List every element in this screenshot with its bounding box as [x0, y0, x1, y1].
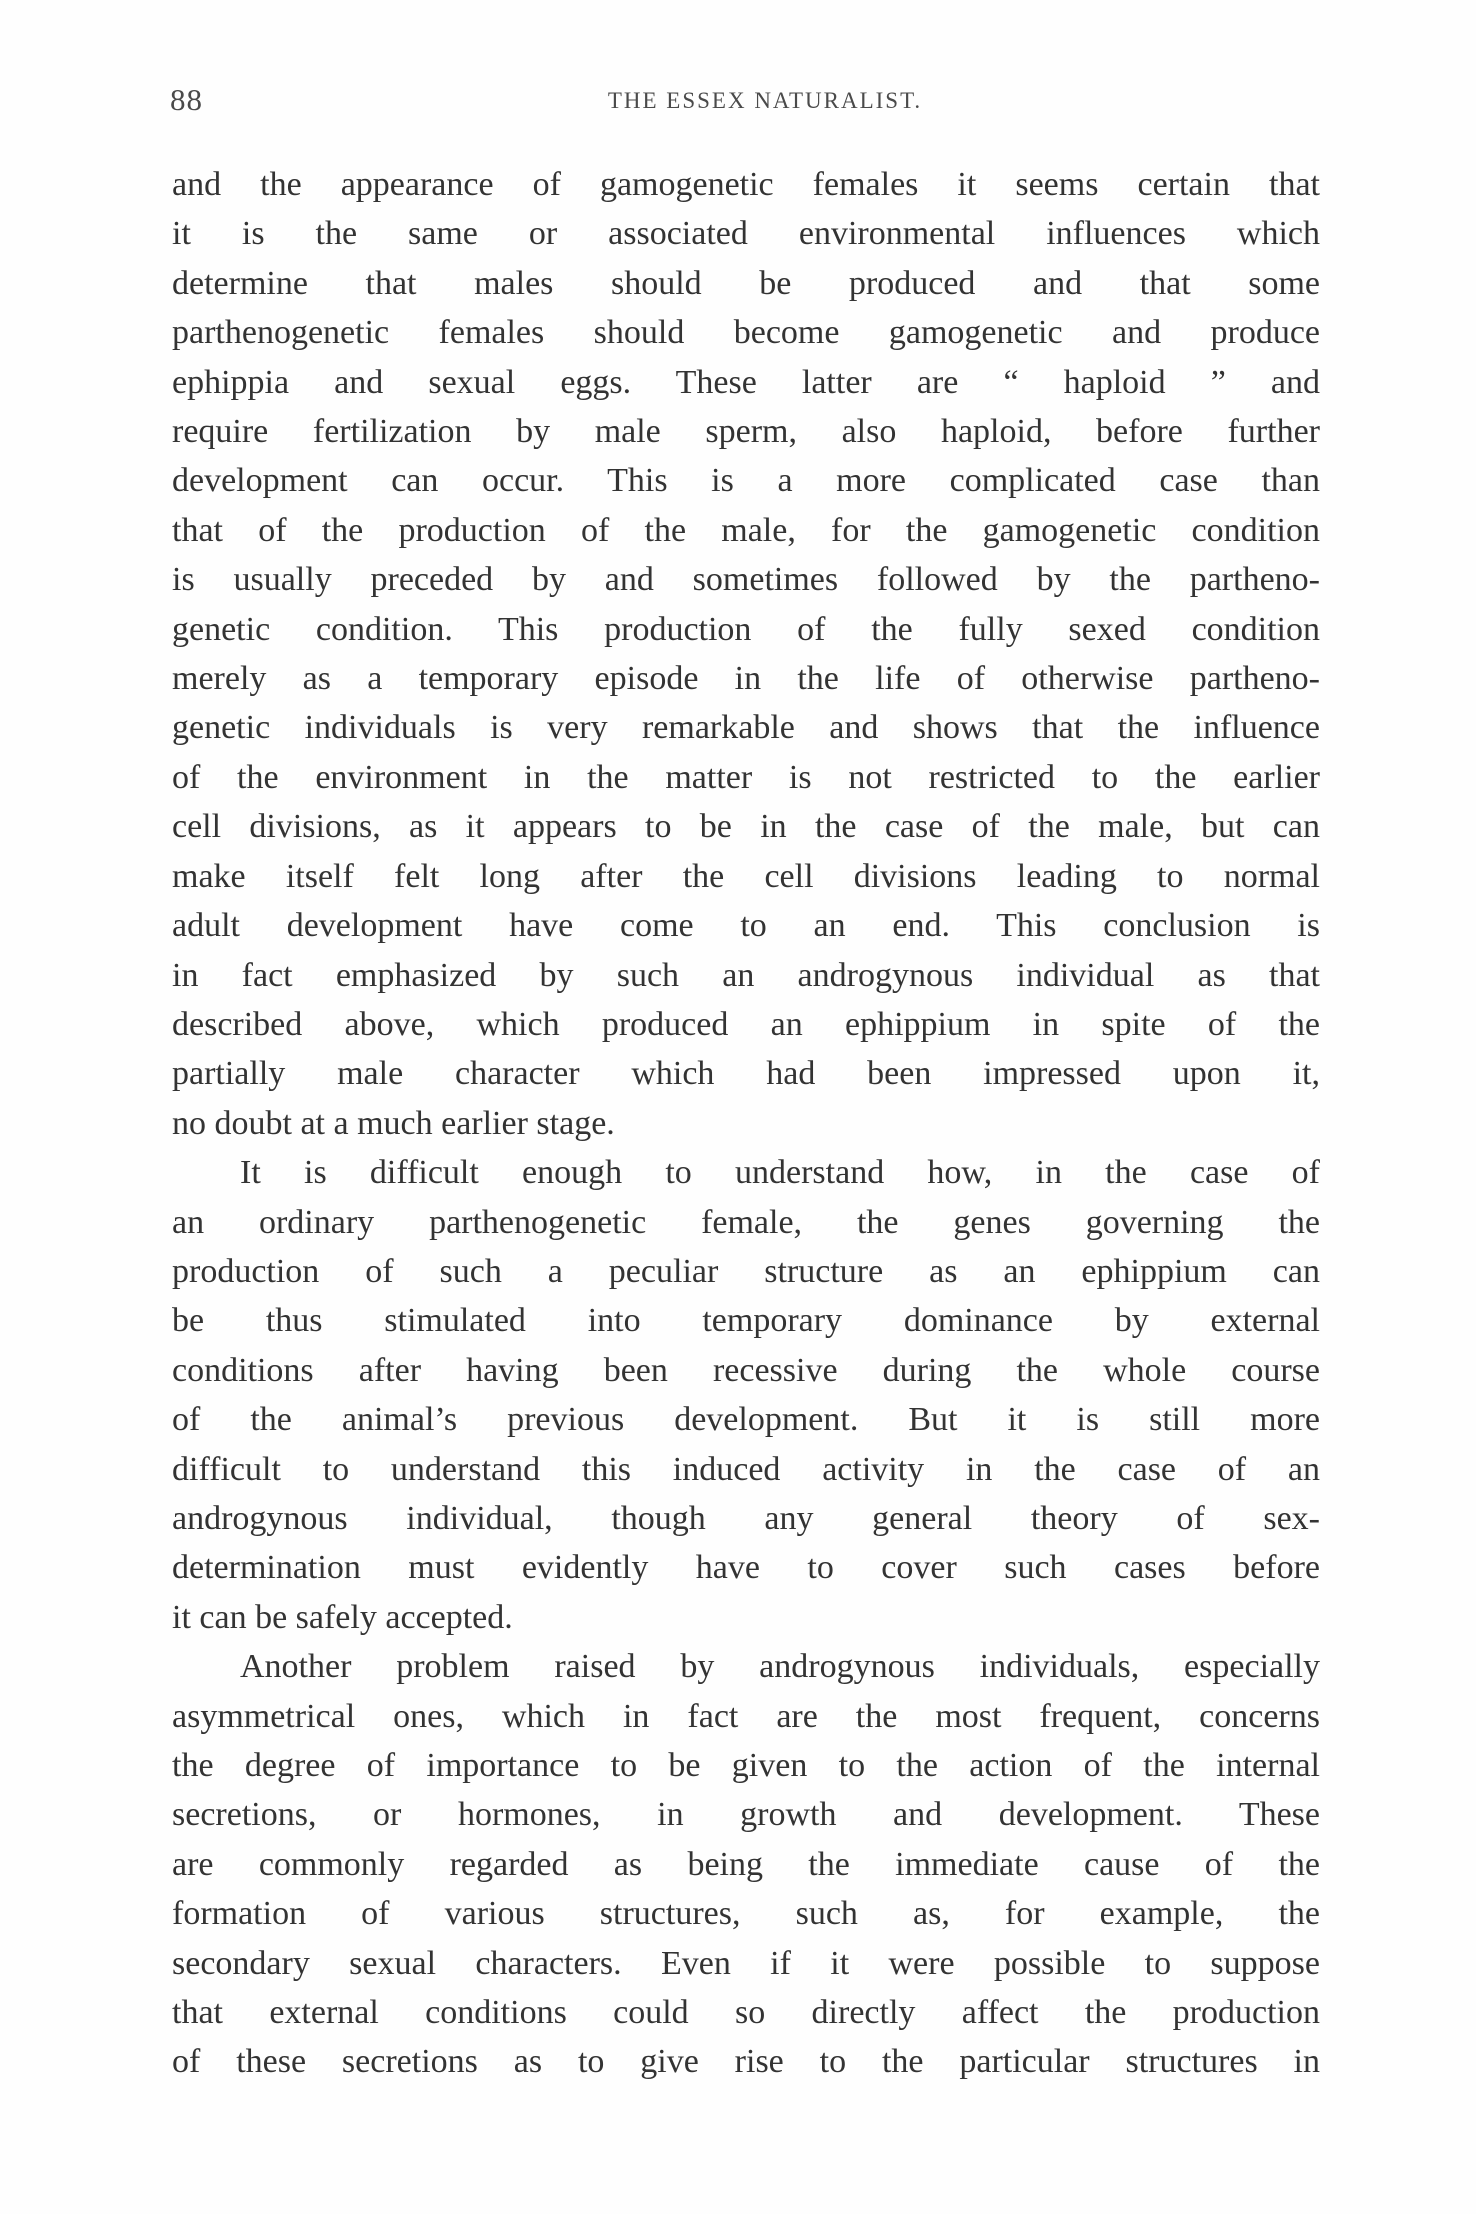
text-line: it is the same or associated environmental influences which	[172, 215, 1320, 253]
text-line: of the animal’s previous development. But it is still more	[172, 1401, 1320, 1439]
page-header	[170, 82, 1320, 126]
text-line: merely as a temporary episode in the life of otherwise partheno-	[172, 660, 1320, 698]
text-line: described above, which produced an ephippium in spite of the	[172, 1005, 1320, 1043]
text-line: of the environment in the matter is not restricted to the earlier	[172, 758, 1320, 796]
text-line: conditions after having been recessive during the whole course	[172, 1351, 1320, 1389]
text-line: that external conditions could so directly affect the production	[172, 1994, 1320, 2032]
running-head: THE ESSEX NATURALIST.	[607, 88, 923, 113]
paragraph-3	[172, 1642, 1320, 2087]
text-line: asymmetrical ones, which in fact are the most frequent, concerns	[172, 1697, 1320, 1735]
text-line: adult development have come to an end. This conclusion is	[172, 907, 1320, 945]
text-line: require fertilization by male sperm, also haploid, before further	[172, 413, 1320, 451]
paragraph-1	[172, 160, 1320, 1148]
text-line: ephippia and sexual eggs. These latter are “ haploid ” and	[172, 363, 1320, 401]
text-line: Another problem raised by androgynous individuals, especially	[240, 1648, 1320, 1686]
text-line: that of the production of the male, for the gamogenetic condition	[172, 511, 1320, 549]
body-text	[172, 160, 1320, 2087]
text-line: It is difficult enough to understand how, in the case of	[240, 1154, 1320, 1192]
text-line: partially male character which had been impressed upon it,	[172, 1055, 1320, 1093]
text-line: an ordinary parthenogenetic female, the genes governing the	[172, 1203, 1320, 1241]
text-line: androgynous individual, though any general theory of sex-	[172, 1499, 1320, 1537]
text-line: and the appearance of gamogenetic females it seems certain that	[172, 166, 1320, 203]
text-line: difficult to understand this induced activity in the case of an	[172, 1450, 1320, 1488]
text-line: of these secretions as to give rise to the particular structures in	[172, 2043, 1320, 2081]
text-line: the degree of importance to be given to the action of the internal	[172, 1747, 1320, 1784]
text-line: genetic individuals is very remarkable and shows that the influence	[172, 709, 1320, 747]
text-line: determination must evidently have to cover such cases before	[172, 1549, 1320, 1587]
text-line: formation of various structures, such as, for example, the	[172, 1895, 1320, 1933]
text-line: make itself felt long after the cell divisions leading to normal	[172, 857, 1320, 895]
text-line: parthenogenetic females should become gamogenetic and produce	[172, 314, 1320, 352]
text-line: is usually preceded by and sometimes followed by the partheno-	[172, 561, 1320, 599]
page-number: 88	[170, 82, 203, 117]
text-line: be thus stimulated into temporary dominance by external	[172, 1302, 1320, 1340]
text-line: cell divisions, as it appears to be in the case of the male, but can	[172, 808, 1320, 846]
text-line: production of such a peculiar structure as an ephippium can	[172, 1252, 1320, 1290]
text-line: no doubt at a much earlier stage.	[172, 1104, 615, 1142]
text-line: secretions, or hormones, in growth and development. These	[172, 1796, 1320, 1834]
text-line: development can occur. This is a more complicated case than	[172, 462, 1320, 500]
paragraph-2	[172, 1148, 1320, 1642]
text-line: in fact emphasized by such an androgynous individual as that	[172, 956, 1320, 994]
text-line: it can be safely accepted.	[172, 1598, 513, 1636]
text-line: secondary sexual characters. Even if it were possible to suppose	[172, 1944, 1320, 1982]
text-line: genetic condition. This production of the fully sexed condition	[172, 610, 1320, 648]
text-line: are commonly regarded as being the immediate cause of the	[172, 1845, 1320, 1883]
text-line: determine that males should be produced and that some	[172, 264, 1320, 302]
